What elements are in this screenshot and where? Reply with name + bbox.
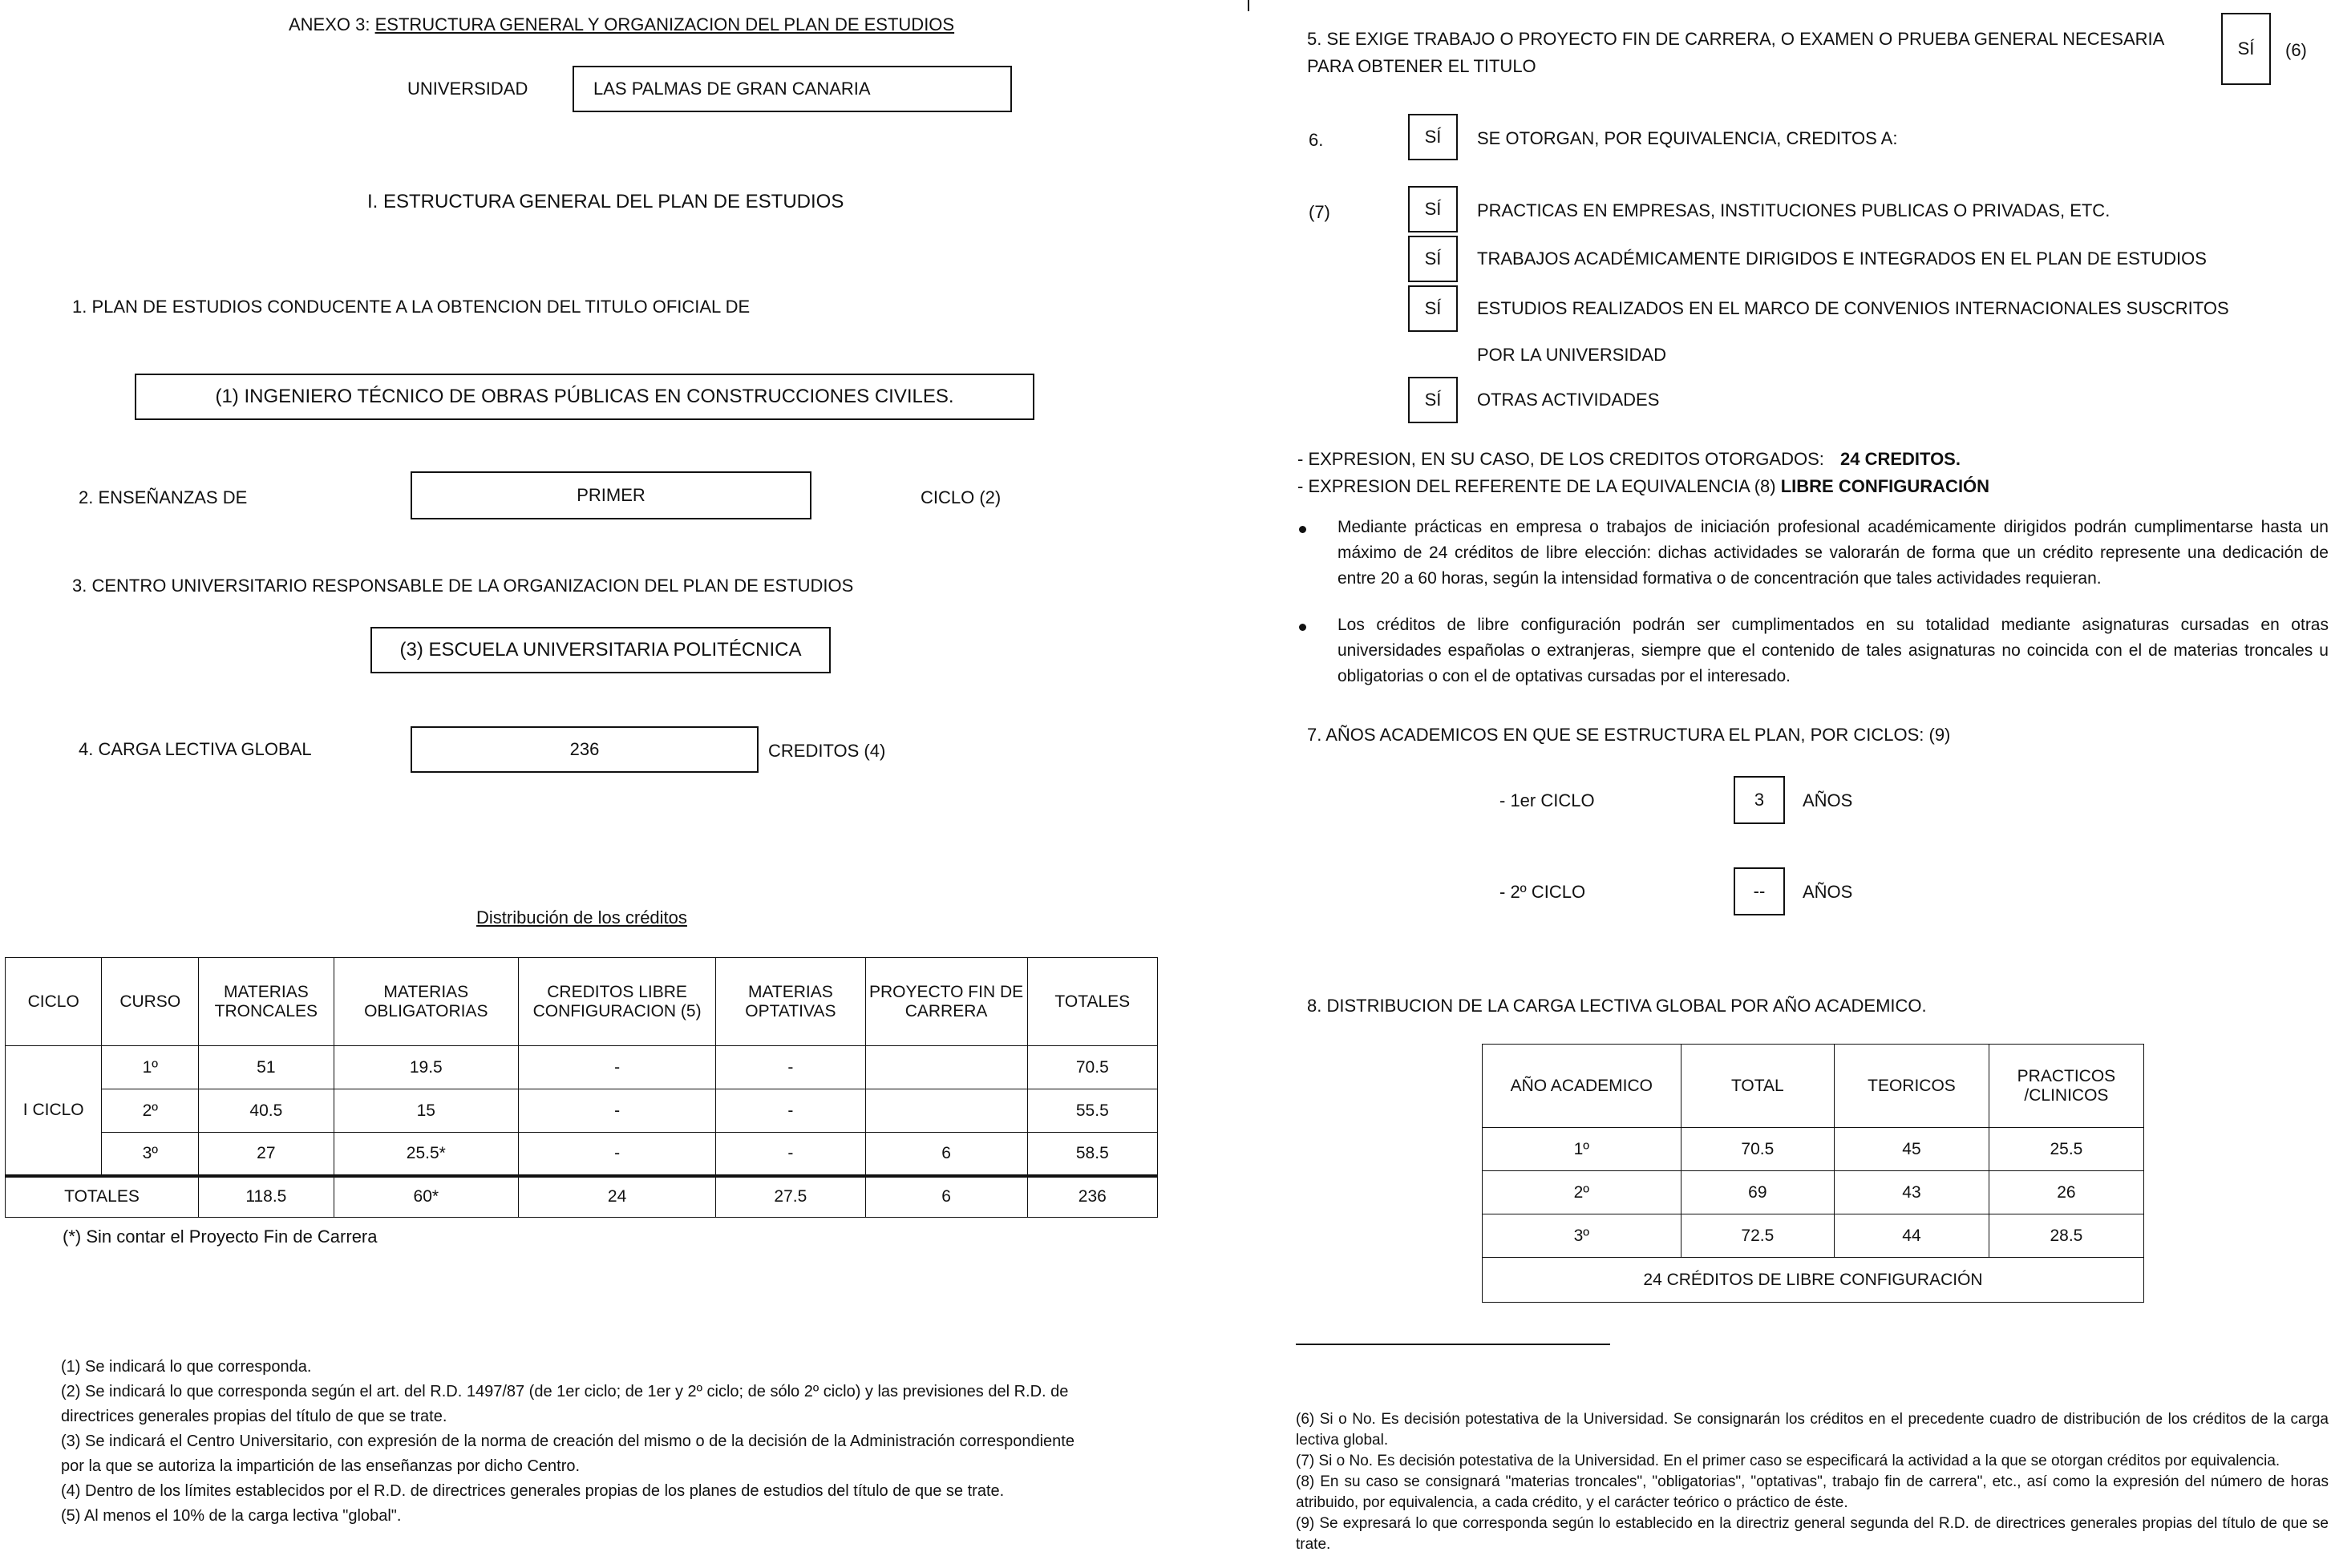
item4-suffix: CREDITOS (4) — [768, 741, 886, 761]
cell: 27.5 — [716, 1176, 865, 1218]
header-practicos: PRACTICOS /CLINICOS — [1989, 1045, 2143, 1128]
item6-label: 6. — [1309, 130, 1324, 150]
cell: - — [518, 1089, 715, 1133]
cell: 3º — [1483, 1214, 1681, 1258]
table-row — [6, 1089, 1158, 1133]
cycle2-label: - 2º CICLO — [1499, 882, 1586, 902]
cell: 43 — [1835, 1171, 1989, 1214]
header-libre: CREDITOS LIBRE CONFIGURACION (5) — [518, 958, 715, 1046]
cell: 2º — [1483, 1171, 1681, 1214]
table-row — [6, 1133, 1158, 1176]
asterisk-note: (*) Sin contar el Proyecto Fin de Carrera — [63, 1227, 378, 1247]
equiv-value: SÍ — [1424, 249, 1442, 269]
item5-box — [2221, 13, 2271, 85]
header-total: TOTAL — [1681, 1045, 1834, 1128]
cell: 6 — [865, 1176, 1027, 1218]
annex-title: ESTRUCTURA GENERAL Y ORGANIZACION DEL PLAN DE ESTUDIOS — [374, 14, 955, 34]
cell: 44 — [1835, 1214, 1989, 1258]
header-teoricos: TEORICOS — [1835, 1045, 1989, 1128]
cell: 28.5 — [1989, 1214, 2143, 1258]
credits-distribution-table — [5, 957, 1158, 1218]
equiv-text-1: PRACTICAS EN EMPRESAS, INSTITUCIONES PUBLICAS O PRIVADAS, ETC. — [1477, 200, 2110, 220]
bullet-paragraph-1: Mediante prácticas en empresa o trabajos de iniciación profesional académicamente dirigidos podrán cumplimentarse hasta un máximo de 24 créditos de libre elección: dichas actividades se valorarán de forma que un crédito represente una dedicación de entre 20 a 60 horas, según la intensidad formativa o de concentración que tales actividades requieran. — [1337, 518, 2329, 588]
expression-reference — [1297, 476, 1989, 497]
item4-label: 4. CARGA LECTIVA GLOBAL — [79, 739, 312, 759]
cell: 55.5 — [1027, 1089, 1157, 1133]
footnote: (5) Al menos el 10% de la carga lectiva "global". — [61, 1507, 402, 1525]
cell: 15 — [334, 1089, 518, 1133]
equiv-box-3 — [1408, 285, 1458, 332]
cycle1-box — [1734, 776, 1785, 824]
item7-title: 7. AÑOS ACADEMICOS EN QUE SE ESTRUCTURA EL PLAN, POR CICLOS: (9) — [1307, 725, 1951, 745]
item3-label: 3. CENTRO UNIVERSITARIO RESPONSABLE DE LA ORGANIZACION DEL PLAN DE ESTUDIOS — [72, 576, 854, 596]
cell: 118.5 — [199, 1176, 334, 1218]
cell: 70.5 — [1681, 1128, 1834, 1171]
item5-value: SÍ — [2237, 38, 2255, 59]
cell: 1º — [1483, 1128, 1681, 1171]
header-ciclo: CICLO — [6, 958, 102, 1046]
cycle-value: PRIMER — [577, 485, 645, 505]
cell — [865, 1089, 1027, 1133]
item2-label: 2. ENSEÑANZAS DE — [79, 487, 248, 507]
expression-credits-label: - EXPRESION, EN SU CASO, DE LOS CREDITOS OTORGADOS: — [1297, 449, 1824, 469]
expression-reference-label: - EXPRESION DEL REFERENTE DE LA EQUIVALENCIA (8) — [1297, 476, 1776, 496]
cell: 60* — [334, 1176, 518, 1218]
table-row — [1483, 1128, 2144, 1171]
table-row — [1483, 1171, 2144, 1214]
cell: - — [716, 1133, 865, 1176]
annex-heading — [289, 14, 954, 35]
table-footer: 24 CRÉDITOS DE LIBRE CONFIGURACIÓN — [1483, 1258, 2144, 1303]
item1-label: 1. PLAN DE ESTUDIOS CONDUCENTE A LA OBTENCION DEL TITULO OFICIAL DE — [72, 297, 751, 317]
cell — [865, 1046, 1027, 1089]
cell: 45 — [1835, 1128, 1989, 1171]
cell: - — [716, 1089, 865, 1133]
cell: 70.5 — [1027, 1046, 1157, 1089]
cycle1-label: - 1er CICLO — [1499, 790, 1595, 810]
footnote: (9) Se expresará lo que corresponda según lo establecido en la directriz general segunda del R.D. de directrices generales propias del título de que se trate. — [1296, 1515, 2329, 1553]
item5-text: 5. SE EXIGE TRABAJO O PROYECTO FIN DE CARRERA, O EXAMEN O PRUEBA GENERAL NECESARIA PARA OBTENER EL TITULO — [1307, 29, 2164, 76]
credits-box — [411, 726, 759, 773]
cycle1-years: AÑOS — [1803, 790, 1853, 810]
cell: 2º — [102, 1089, 199, 1133]
cycle2-box — [1734, 867, 1785, 915]
totals-row — [6, 1176, 1158, 1218]
item5-note: (6) — [2285, 40, 2307, 60]
annual-load-table — [1482, 1044, 2144, 1303]
cell: - — [716, 1046, 865, 1089]
header-proyecto: PROYECTO FIN DE CARRERA — [865, 958, 1027, 1046]
equiv-value: SÍ — [1424, 199, 1442, 219]
cell: 69 — [1681, 1171, 1834, 1214]
footnote: (4) Dentro de los límites establecidos por el R.D. de directrices generales propias de los planes de estudios del título de que se trate. — [61, 1482, 1005, 1500]
item8-title: 8. DISTRIBUCION DE LA CARGA LECTIVA GLOBAL POR AÑO ACADEMICO. — [1307, 996, 1927, 1016]
cycle2-value: -- — [1753, 881, 1766, 901]
item6-value: SÍ — [1424, 127, 1442, 147]
bullet-icon — [1299, 624, 1306, 631]
item6-box — [1408, 114, 1458, 160]
table-footer-row — [1483, 1258, 2144, 1303]
equiv-text-3: ESTUDIOS REALIZADOS EN EL MARCO DE CONVENIOS INTERNACIONALES SUSCRITOS — [1477, 298, 2229, 318]
header-year: AÑO ACADEMICO — [1483, 1045, 1681, 1128]
cell: 72.5 — [1681, 1214, 1834, 1258]
header-obligatorias: MATERIAS OBLIGATORIAS — [334, 958, 518, 1046]
equiv-value: SÍ — [1424, 298, 1442, 318]
item6-text: SE OTORGAN, POR EQUIVALENCIA, CREDITOS A: — [1477, 128, 1898, 148]
footnote: (3) Se indicará el Centro Universitario, con expresión de la norma de creación del mismo o de la decisión de la Administración correspondiente por la que se autoriza la impartición de las enseñanzas por dicho Centro. — [61, 1433, 1074, 1475]
equiv-text-4: OTRAS ACTIVIDADES — [1477, 390, 1660, 410]
footnote-divider — [1296, 1344, 1610, 1345]
cell: 25.5* — [334, 1133, 518, 1176]
university-value: LAS PALMAS DE GRAN CANARIA — [593, 79, 871, 99]
university-box — [573, 66, 1012, 112]
cell: 1º — [102, 1046, 199, 1089]
header-totales: TOTALES — [1027, 958, 1157, 1046]
cell: 24 — [518, 1176, 715, 1218]
expression-credits — [1297, 449, 1961, 470]
page-divider-mark — [1248, 0, 1249, 11]
cell: 6 — [865, 1133, 1027, 1176]
cell: 19.5 — [334, 1046, 518, 1089]
header-troncales: MATERIAS TRONCALES — [199, 958, 334, 1046]
equiv-box-2 — [1408, 236, 1458, 282]
footnote: (7) Si o No. Es decisión potestativa de la Universidad. En el primer caso se especificará la actividad a la que se otorgan créditos por equivalencia. — [1296, 1453, 2280, 1469]
equiv-value: SÍ — [1424, 390, 1442, 410]
cycle-box — [411, 471, 811, 519]
degree-value: (1) INGENIERO TÉCNICO DE OBRAS PÚBLICAS EN CONSTRUCCIONES CIVILES. — [215, 386, 954, 407]
right-footnotes — [1296, 1409, 2329, 1555]
equiv-box-4 — [1408, 377, 1458, 423]
cell: 51 — [199, 1046, 334, 1089]
cell: 3º — [102, 1133, 199, 1176]
left-footnotes — [61, 1355, 1099, 1529]
totals-label: TOTALES — [6, 1176, 199, 1218]
equiv-box-1 — [1408, 186, 1458, 232]
bullet-paragraph-2: Los créditos de libre configuración podrán ser cumplimentados en su totalidad mediante asignaturas cursadas en otras universidades españolas o extranjeras, siempre que el contenido de tales asignaturas no coincida con el de materias troncales u obligatorias o con el de optativas cursadas por el interesado. — [1337, 616, 2329, 685]
table-row — [1483, 1214, 2144, 1258]
footnote: (2) Se indicará lo que corresponda según el art. del R.D. 1497/87 (de 1er ciclo; de 1er y 2º ciclo; de sólo 2º ciclo) y las previsiones del R.D. de directrices generales propias del título de que se trate. — [61, 1383, 1069, 1425]
credits-value: 236 — [569, 739, 600, 759]
cell: 26 — [1989, 1171, 2143, 1214]
annex-prefix: ANEXO 3: — [289, 14, 370, 34]
degree-box — [135, 374, 1034, 420]
center-box — [370, 627, 831, 673]
bullet-icon — [1299, 526, 1306, 533]
cycle1-value: 3 — [1754, 790, 1765, 810]
equiv-text-2: TRABAJOS ACADÉMICAMENTE DIRIGIDOS E INTEGRADOS EN EL PLAN DE ESTUDIOS — [1477, 249, 2207, 269]
item2-suffix: CICLO (2) — [921, 487, 1002, 507]
cell: 58.5 — [1027, 1133, 1157, 1176]
cell: - — [518, 1046, 715, 1089]
cell: - — [518, 1133, 715, 1176]
footnote: (8) En su caso se consignará "materias troncales", "obligatorias", "optativas", trabajo fin de carrera", etc., así como la expresión del número de horas atribuido, por equivalencia, a cada crédito, y el carácter teórico o práctico de éste. — [1296, 1473, 2329, 1511]
table-row — [6, 1046, 1158, 1089]
header-optativas: MATERIAS OPTATIVAS — [716, 958, 865, 1046]
cell: 40.5 — [199, 1089, 334, 1133]
cycle2-years: AÑOS — [1803, 882, 1853, 902]
footnote: (1) Se indicará lo que corresponda. — [61, 1358, 312, 1376]
cell: 27 — [199, 1133, 334, 1176]
expression-credits-value: 24 CREDITOS. — [1840, 449, 1961, 469]
item7-label: (7) — [1309, 202, 1330, 222]
section-title: I. ESTRUCTURA GENERAL DEL PLAN DE ESTUDIOS — [367, 191, 844, 212]
cycle-label: I CICLO — [6, 1046, 102, 1176]
expression-reference-value: LIBRE CONFIGURACIÓN — [1780, 476, 1990, 496]
university-label: UNIVERSIDAD — [407, 79, 528, 99]
footnote: (6) Si o No. Es decisión potestativa de la Universidad. Se consignarán los créditos en el precedente cuadro de distribución de los créditos de la carga lectiva global. — [1296, 1411, 2329, 1449]
header-curso: CURSO — [102, 958, 199, 1046]
center-value: (3) ESCUELA UNIVERSITARIA POLITÉCNICA — [399, 639, 802, 661]
equiv-continuation: POR LA UNIVERSIDAD — [1477, 345, 1666, 365]
distribution-title: Distribución de los créditos — [476, 907, 687, 927]
cell: 25.5 — [1989, 1128, 2143, 1171]
cell: 236 — [1027, 1176, 1157, 1218]
